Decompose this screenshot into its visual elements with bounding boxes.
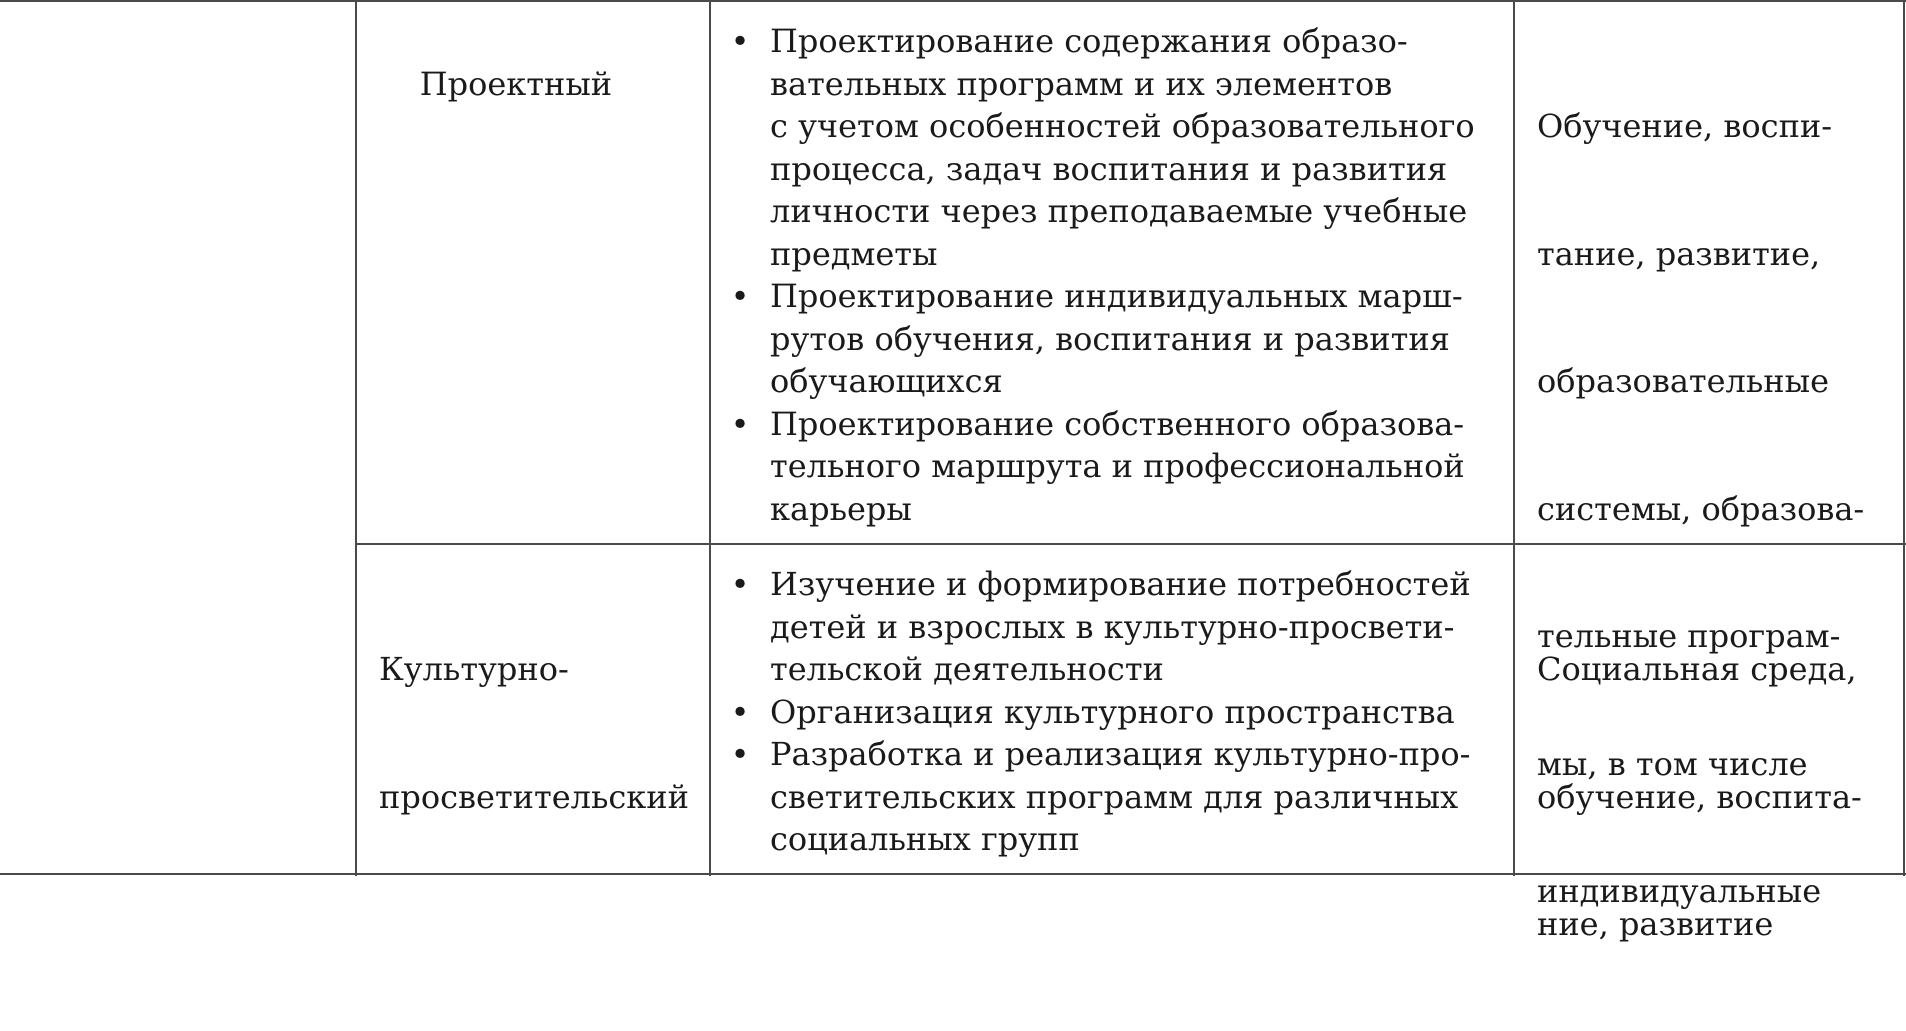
list-item: • Изучение и формирование потребностей детей и взрослых в культурно-просвети- тельской деятельности <box>730 565 1471 688</box>
list-item: • Проектирование индивидуальных марш- рутов обучения, воспитания и развития обучающихся <box>730 277 1463 400</box>
row-1-objects-cell: Обучение, воспи- тание, развитие, образовательные системы, образова- тельные програм- мы, в том числе индивидуальные <box>1537 107 1865 910</box>
list-item: • Проектирование собственного образова- тельного маршрута и профессиональной карьеры <box>730 404 1465 528</box>
column-divider-1 <box>355 0 357 876</box>
bullet-icon: • <box>730 404 750 443</box>
bullet-icon: • <box>730 692 750 731</box>
row-2-name-line-2: просветительский <box>379 777 689 816</box>
row-1-name: Проектный <box>419 64 613 103</box>
row-2-activities-list <box>710 563 1510 861</box>
bullet-icon: • <box>730 565 750 603</box>
row-1-name-cell <box>379 20 612 148</box>
bullet-icon: • <box>730 277 750 315</box>
row-2-objects-cell: Социальная среда, обучение, воспита- ние, развитие <box>1537 650 1862 943</box>
list-item: • Разработка и реализация культурно-про- светительских программ для различных социальных групп <box>730 735 1471 858</box>
bullet-icon: • <box>730 735 750 773</box>
row-2-name-line-1: Культурно- <box>379 650 569 688</box>
row-1-activities-list <box>710 20 1510 530</box>
table-border-right <box>1903 0 1905 876</box>
table-border-top <box>0 0 1906 2</box>
column-divider-3 <box>1513 0 1515 876</box>
row-2-name-cell <box>379 563 689 903</box>
list-item: • Организация культурного пространства <box>710 691 1510 734</box>
list-item: • Проектирование содержания образо- вательных программ и их элементов с учетом особенностей образовательного процесса, задач воспитания и развития личности через преподаваемые учебные предметы <box>730 22 1475 273</box>
bullet-icon: • <box>730 22 750 60</box>
